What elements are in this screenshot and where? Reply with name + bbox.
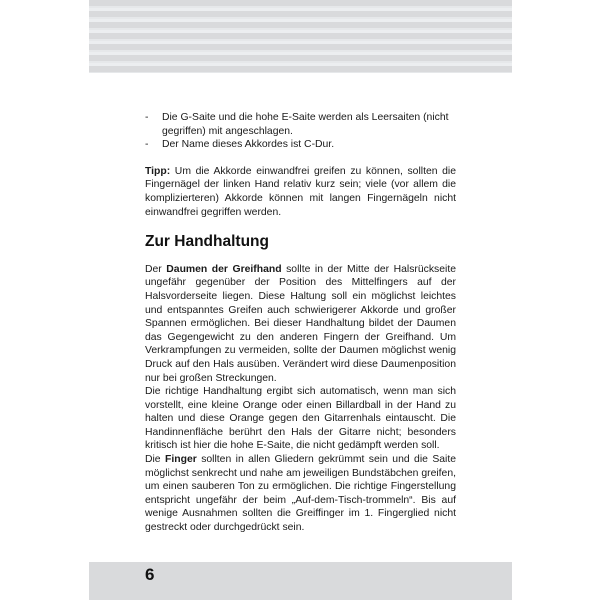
tip-label: Tipp: [145, 165, 171, 177]
paragraph-fingers [145, 453, 456, 535]
page-content [145, 111, 456, 535]
paragraph-hand-position [145, 385, 456, 453]
bold-term: Daumen der Greifhand [166, 263, 282, 275]
header-stripe-band [89, 0, 512, 73]
paragraph-prefix: Der [145, 263, 167, 275]
bold-term: Finger [165, 454, 197, 466]
document-page [89, 0, 512, 600]
tip-text: Um die Akkorde einwandfrei greifen zu können, sollten die Fingernägel der linken Hand relativ kurz sein; viele (vor allem die komplizierteren) Akkorde können mit langen Fingernägeln nicht einwandfrei gegriffen werden. [145, 165, 456, 218]
paragraph-text: sollten in allen Gliedern gekrümmt sein und die Saite möglichst senkrecht und nahe am jeweiligen Bundstäbchen greifen, um einen sauberen Ton zu ermöglichen. Die richtige Fingerstellung entspricht ungefähr der beim „Auf-dem-Tisch-trommeln“. Bis auf wenige Ausnahmen sollten die Greiffinger im 1. Fingerglied nicht gestreckt oder durchgedrückt sein. [145, 454, 457, 534]
paragraph-text: Die richtige Handhaltung ergibt sich automatisch, wenn man sich vorstellt, eine kleine Orange oder einen Billardball in der Hand zu halten und diese Orange gegen den Gitarrenhals eintauscht. Die Handinnenfläche berührt den Hals der Gitarre nicht; besonders kritisch ist hier die hohe E-Saite, die nicht gedämpft werden soll. [145, 386, 456, 452]
page-number: 6 [145, 565, 155, 584]
bullet-item [145, 111, 456, 138]
bullet-marker: - [145, 112, 149, 123]
bullet-item [145, 138, 456, 152]
bullet-text: Die G-Saite und die hohe E-Saite werden als Leersaiten (nicht gegriffen) mit angeschlagen. [162, 112, 449, 137]
footer-band [89, 562, 512, 600]
section-heading: Zur Handhaltung [145, 233, 269, 251]
paragraph-text: sollte in der Mitte der Halsrückseite ungefähr gegenüber der Position des Mittelfingers auf der Halsvorderseite liegen. Diese Haltung soll ein möglichst leichtes und entspanntes Greifen auch schwierigerer Akkorde und großer Spannen ermöglichen. Bei dieser Handhaltung bildet der Daumen das Gegengewicht zu den anderen Fingern der Greifhand. Um Verkrampfungen zu vermeiden, sollte der Daumen möglichst wenig Druck auf den Hals ausüben. Verändert wird diese Daumenposition nur bei großen Streckungen. [145, 263, 456, 384]
bullet-list [145, 111, 456, 152]
paragraph-prefix: Die [145, 454, 166, 466]
tip-paragraph [145, 165, 456, 219]
bullet-text: Der Name dieses Akkordes ist C-Dur. [162, 139, 335, 151]
paragraph-thumb [145, 263, 456, 385]
bullet-marker: - [145, 139, 149, 151]
